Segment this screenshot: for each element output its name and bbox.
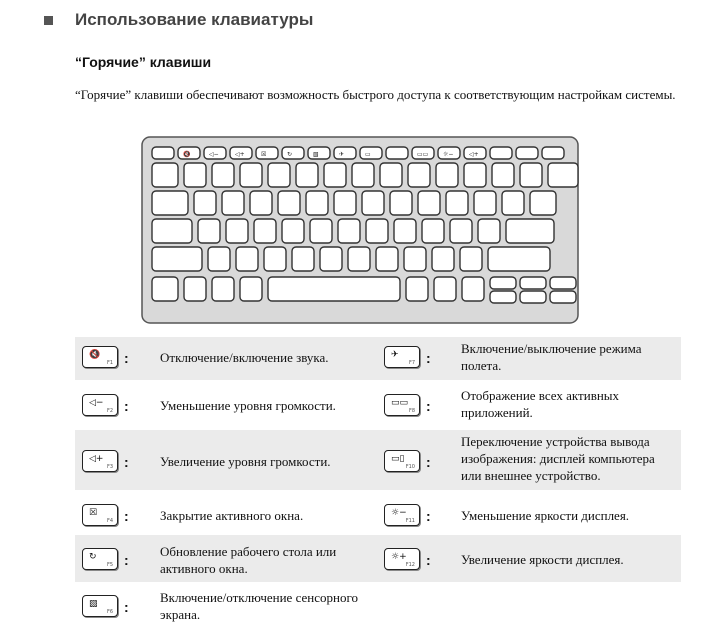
keyboard-key (352, 163, 374, 187)
fn-key-symbol: ◁− (209, 151, 219, 158)
section-heading (44, 10, 313, 30)
keyboard-key (308, 147, 330, 159)
hotkey-desc: Отображение всех активных приложений. (461, 388, 620, 420)
fn-key-symbol: ◁+ (235, 151, 245, 158)
keyboard-key (376, 247, 398, 271)
keyboard-key (264, 247, 286, 271)
keyboard-key (490, 291, 516, 303)
keyboard-key (502, 191, 524, 215)
keyboard-key (550, 277, 576, 289)
mute-key-icon: 🔇 F1 (82, 346, 118, 368)
fn-key-symbol: ↻ (287, 151, 293, 158)
hotkey-desc: Увеличение уровня громкости. (160, 454, 331, 469)
keyboard-key (422, 219, 444, 243)
keyboard-key (474, 191, 496, 215)
keyboard-key (152, 147, 174, 159)
keyboard-key (296, 163, 318, 187)
keyboard-key (208, 247, 230, 271)
fn-key-symbol: 🔇 (183, 151, 191, 158)
keyboard-key (490, 147, 512, 159)
keyboard-key (334, 147, 356, 159)
fn-key-symbol: ▧ (313, 151, 319, 158)
keyboard-key (212, 277, 234, 301)
keyboard-key (492, 163, 514, 187)
keyboard-key (240, 163, 262, 187)
keyboard-key (282, 219, 304, 243)
keyboard-key (250, 191, 272, 215)
fn-key-symbol: ▭▭ (417, 151, 429, 158)
keyboard-key (152, 247, 202, 271)
fn-key-symbol: ✈ (339, 151, 345, 158)
keyboard-key (184, 163, 206, 187)
keyboard-key (408, 163, 430, 187)
keyboard-key (236, 247, 258, 271)
fn-key-symbol: ▭ (365, 151, 371, 158)
hotkey-desc: Включение/выключение режима полета. (461, 341, 642, 373)
keyboard-key (432, 247, 454, 271)
keyboard-key (360, 147, 382, 159)
keyboard-key (282, 147, 304, 159)
keyboard-key (306, 191, 328, 215)
keyboard-key (152, 163, 178, 187)
keyboard-key (506, 219, 554, 243)
volume-down-key-icon: ◁− F2 (82, 394, 118, 416)
keyboard-key (256, 147, 278, 159)
keyboard-key (184, 277, 206, 301)
keyboard-key (362, 191, 384, 215)
keyboard-key (310, 219, 332, 243)
keyboard-key (254, 219, 276, 243)
hotkey-desc: Закрытие активного окна. (160, 508, 304, 523)
keyboard-key (530, 191, 556, 215)
keyboard-key (390, 191, 412, 215)
keyboard-key (490, 277, 516, 289)
keyboard-key (478, 219, 500, 243)
fn-key-symbol: ☒ (261, 151, 267, 158)
keyboard-key (520, 291, 546, 303)
keyboard-key (334, 191, 356, 215)
hotkey-desc: Включение/отключение сенсорного экрана. (160, 590, 358, 622)
keyboard-key (488, 247, 550, 271)
touchscreen-key-icon: ▧ F6 (82, 595, 118, 617)
keyboard-key (268, 163, 290, 187)
keyboard-key (520, 163, 542, 187)
keyboard-key (348, 247, 370, 271)
keyboard-key (212, 163, 234, 187)
airplane-key-icon: ✈ F7 (384, 346, 420, 368)
keyboard-key (418, 191, 440, 215)
intro-paragraph: “Горячие” клавиши обеспечивают возможность быстрого доступа к соответствующим настройкам системы. (75, 87, 676, 102)
keyboard-key (278, 191, 300, 215)
keyboard-illustration (140, 135, 580, 325)
keyboard-key (436, 163, 458, 187)
hotkey-desc: Увеличение яркости дисплея. (461, 552, 624, 567)
keyboard-key (394, 219, 416, 243)
keyboard-key (548, 163, 578, 187)
keyboard-key (520, 277, 546, 289)
keyboard-key (292, 247, 314, 271)
app-switch-key-icon: ▭▭ F8 (384, 394, 420, 416)
keyboard-key (404, 247, 426, 271)
keyboard-key (152, 277, 178, 301)
refresh-key-icon: ↻ F5 (82, 548, 118, 570)
keyboard-key (268, 277, 400, 301)
keyboard-key (386, 147, 408, 159)
keyboard-key (550, 291, 576, 303)
display-switch-key-icon: ▭▯ F10 (384, 450, 420, 472)
keyboard-key (542, 147, 564, 159)
fn-key-symbol: ◁+ (469, 151, 479, 158)
keyboard-key (462, 277, 484, 301)
keyboard-key (226, 219, 248, 243)
subsection-title: “Горячие” клавиши (75, 54, 212, 70)
keyboard-key (450, 219, 472, 243)
keyboard-key (464, 163, 486, 187)
keyboard-key (434, 277, 456, 301)
keyboard-key (460, 247, 482, 271)
keyboard-key (222, 191, 244, 215)
keyboard-key (320, 247, 342, 271)
hotkey-desc: Переключение устройства вывода изображения: дисплей компьютера или внешнее устройство. (461, 434, 655, 483)
keyboard-key (446, 191, 468, 215)
close-window-key-icon: ☒ F4 (82, 504, 118, 526)
hotkey-desc: Уменьшение уровня громкости. (160, 398, 336, 413)
keyboard-key (152, 219, 192, 243)
brightness-down-key-icon: ☼− F11 (384, 504, 420, 526)
brightness-up-key-icon: ☼+ F12 (384, 548, 420, 570)
hotkey-desc: Обновление рабочего стола или активного окна. (160, 544, 337, 576)
fn-key-symbol: ☼− (443, 151, 454, 158)
keyboard-key (338, 219, 360, 243)
hotkey-desc: Уменьшение яркости дисплея. (461, 508, 630, 523)
keyboard-key (380, 163, 402, 187)
keyboard-key (152, 191, 188, 215)
hotkey-desc: Отключение/включение звука. (160, 350, 329, 365)
keyboard-key (240, 277, 262, 301)
keyboard-key (406, 277, 428, 301)
keyboard-key (324, 163, 346, 187)
volume-up-key-icon: ◁+ F3 (82, 450, 118, 472)
section-title: Использование клавиатуры (75, 10, 314, 29)
square-bullet-icon (44, 16, 53, 25)
keyboard-key (516, 147, 538, 159)
keyboard-key (198, 219, 220, 243)
keyboard-key (194, 191, 216, 215)
keyboard-key (366, 219, 388, 243)
